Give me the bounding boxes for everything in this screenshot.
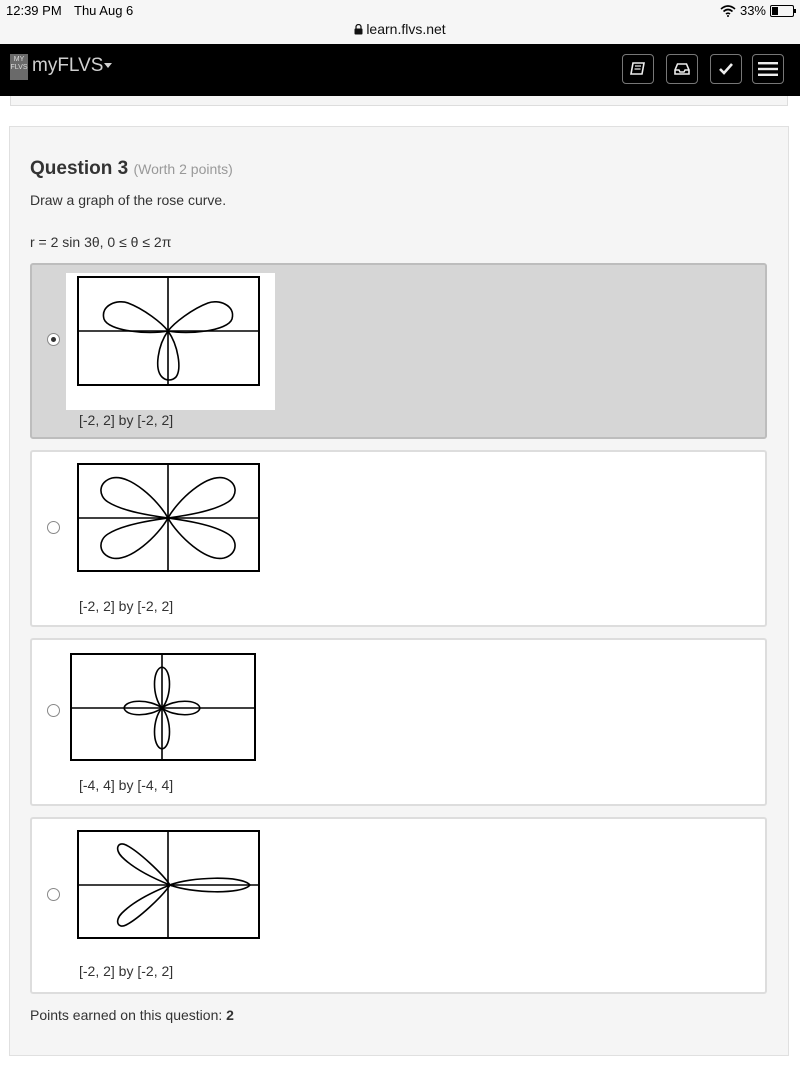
points-value: 2 xyxy=(226,1007,234,1023)
grades-button[interactable] xyxy=(710,54,742,84)
answer-choice-1[interactable] xyxy=(30,263,767,439)
status-time: 12:39 PM xyxy=(6,3,62,18)
address-bar[interactable] xyxy=(0,21,800,37)
lock-icon xyxy=(354,24,363,35)
rose-graph-3 xyxy=(70,653,260,765)
inbox-icon xyxy=(674,62,690,76)
points-earned xyxy=(30,1007,234,1023)
radio-choice-4[interactable] xyxy=(47,888,60,901)
rose-graph-4 xyxy=(66,829,275,941)
chevron-down-icon[interactable] xyxy=(104,63,112,68)
battery-percent: 33% xyxy=(739,3,766,18)
answer-choice-4[interactable] xyxy=(30,817,767,994)
points-label: Points earned on this question: xyxy=(30,1007,223,1023)
battery-icon xyxy=(770,5,794,17)
check-icon xyxy=(718,62,734,76)
top-navbar xyxy=(0,44,800,96)
answer-choice-3[interactable] xyxy=(30,638,767,806)
choice-caption-2: [-2, 2] by [-2, 2] xyxy=(79,598,174,614)
inbox-button[interactable] xyxy=(666,54,698,84)
status-date: Thu Aug 6 xyxy=(74,3,134,18)
graph-image-2 xyxy=(66,460,275,580)
question-prompt: Draw a graph of the rose curve. xyxy=(30,192,227,208)
radio-choice-1[interactable] xyxy=(47,333,60,346)
status-right xyxy=(720,3,794,18)
question-title xyxy=(30,158,233,180)
question-panel xyxy=(9,126,789,1056)
url-text: learn.flvs.net xyxy=(366,21,446,37)
graph-image-4 xyxy=(66,829,275,941)
rose-graph-2 xyxy=(66,460,275,580)
book-icon xyxy=(630,62,646,76)
brand-menu[interactable]: myFLVS xyxy=(32,55,104,76)
question-equation: r = 2 sin 3θ, 0 ≤ θ ≤ 2π xyxy=(30,234,172,250)
radio-choice-2[interactable] xyxy=(47,521,60,534)
question-number: Question 3 xyxy=(30,158,129,179)
menu-button[interactable] xyxy=(752,54,784,84)
book-button[interactable] xyxy=(622,54,654,84)
status-bar xyxy=(0,0,800,44)
choice-caption-1: [-2, 2] by [-2, 2] xyxy=(79,412,174,428)
rose-graph-1 xyxy=(66,273,275,410)
previous-question-panel xyxy=(10,96,788,106)
graph-image-1 xyxy=(66,273,275,410)
menu-icon xyxy=(758,62,778,76)
wifi-icon xyxy=(720,5,736,17)
radio-choice-3[interactable] xyxy=(47,704,60,717)
graph-image-3 xyxy=(70,653,260,765)
question-worth: (Worth 2 points) xyxy=(133,161,233,177)
choice-caption-4: [-2, 2] by [-2, 2] xyxy=(79,963,174,979)
flvs-logo[interactable]: MY FLVS xyxy=(10,54,28,80)
choice-caption-3: [-4, 4] by [-4, 4] xyxy=(79,777,174,793)
answer-choice-2[interactable] xyxy=(30,450,767,627)
